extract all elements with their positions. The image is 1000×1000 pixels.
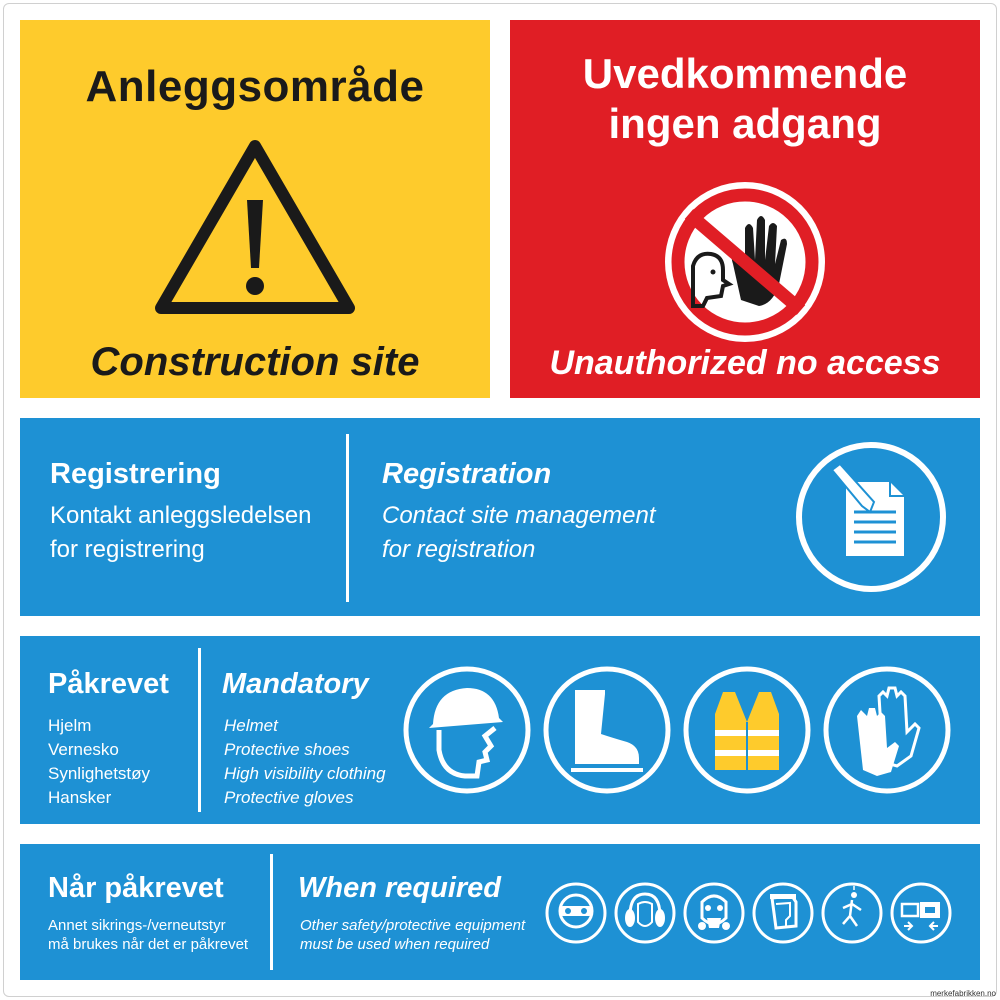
hi-vis-vest-icon: [683, 666, 811, 794]
mandatory-heading-en: Mandatory: [222, 668, 369, 700]
no-access-icon: [663, 180, 827, 344]
when-required-line2-no: må brukes når det er påkrevet: [48, 936, 249, 953]
gloves-icon: [823, 666, 951, 794]
no-access-panel: [510, 20, 980, 398]
manufacturer-credit: merkefabrikken.no: [930, 989, 996, 998]
registration-line2-no: for registrering: [50, 536, 205, 563]
when-required-divider: [270, 854, 273, 970]
when-required-line1-en: Other safety/protective equipment: [300, 917, 526, 934]
construction-site-title-no: Anleggsområde: [85, 62, 425, 111]
registration-divider: [346, 434, 349, 602]
mandatory-item-no: Vernesko: [48, 740, 119, 759]
seat-belt-icon: [890, 882, 952, 944]
when-required-line2-en: must be used when required: [300, 936, 490, 953]
registration-heading-no: Registrering: [50, 458, 221, 490]
when-required-heading-en: When required: [298, 872, 502, 904]
mandatory-item-no: Synlighetstøy: [48, 764, 151, 783]
warning-triangle-icon: [153, 138, 357, 316]
no-access-title-en: Unauthorized no access: [549, 344, 941, 382]
registration-line1-no: Kontakt anleggsledelsen: [50, 502, 312, 529]
mandatory-divider: [198, 648, 201, 812]
safety-goggles-icon: [545, 882, 607, 944]
ear-protection-icon: [614, 882, 676, 944]
mandatory-item-en: Helmet: [224, 716, 278, 735]
mandatory-item-en: High visibility clothing: [224, 764, 386, 783]
when-required-line1-no: Annet sikrings-/verneutstyr: [48, 917, 226, 934]
when-required-panel: [20, 844, 980, 980]
when-required-heading-no: Når påkrevet: [48, 872, 224, 904]
safety-boot-icon: [543, 666, 671, 794]
construction-site-panel: [20, 20, 490, 398]
respirator-icon: [683, 882, 745, 944]
mandatory-item-no: Hjelm: [48, 716, 92, 735]
no-access-title-line1: Uvedkommende: [582, 50, 908, 97]
no-access-title-line2: ingen adgang: [608, 100, 882, 147]
mandatory-panel: [20, 636, 980, 824]
registration-line1-en: Contact site management: [382, 502, 656, 529]
registration-panel: [20, 418, 980, 616]
safety-harness-icon: [821, 882, 883, 944]
mandatory-item-no: Hansker: [48, 788, 112, 807]
construction-site-title-en: Construction site: [90, 340, 420, 384]
document-pencil-icon: [794, 440, 948, 594]
face-shield-icon: [752, 882, 814, 944]
mandatory-item-en: Protective gloves: [224, 788, 354, 807]
registration-line2-en: for registration: [382, 536, 536, 563]
registration-heading-en: Registration: [382, 458, 552, 490]
mandatory-heading-no: Påkrevet: [48, 668, 169, 700]
mandatory-item-en: Protective shoes: [224, 740, 350, 759]
helmet-icon: [403, 666, 531, 794]
